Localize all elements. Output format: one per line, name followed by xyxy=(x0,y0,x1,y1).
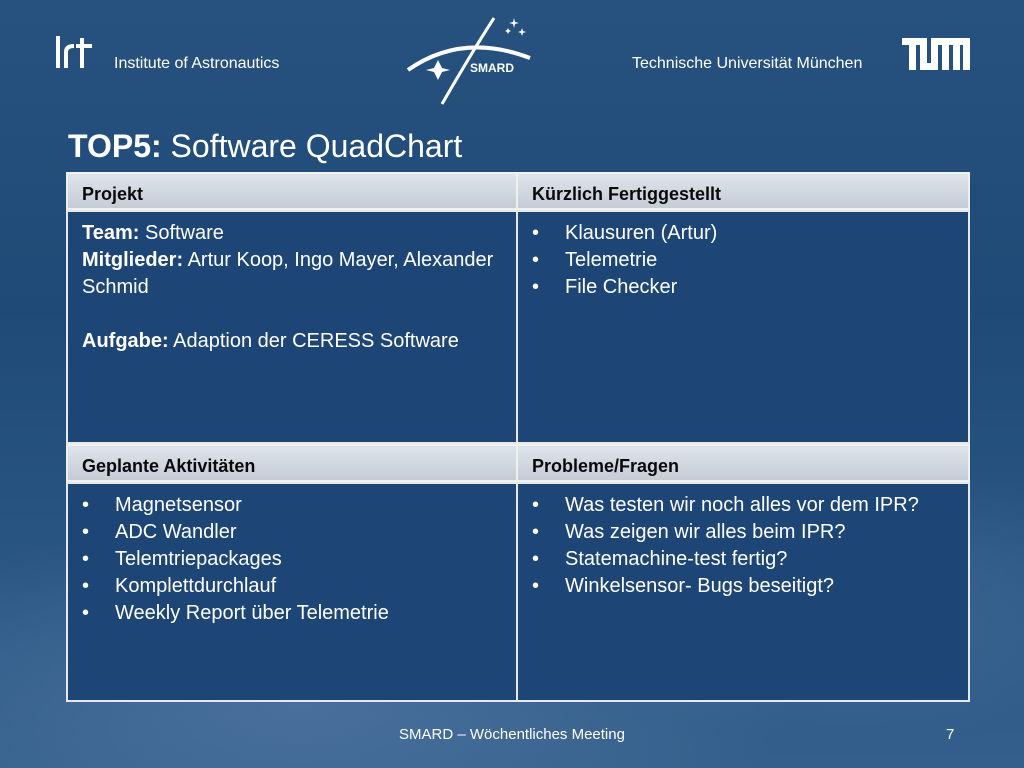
task-line xyxy=(82,328,504,355)
issues-cell xyxy=(516,482,970,702)
tum-logo xyxy=(902,38,970,70)
list-item: • ADC Wandler xyxy=(82,519,504,546)
list-item: • Was testen wir noch alles vor dem IPR? xyxy=(532,492,956,519)
task-label: Aufgabe: xyxy=(82,330,169,352)
list-item: • Telemetrie xyxy=(532,247,956,274)
quad-chart xyxy=(66,172,970,702)
planned-list xyxy=(82,492,504,627)
slide-title xyxy=(68,128,462,165)
issues-list xyxy=(532,492,956,600)
completed-heading: Kürzlich Fertiggestellt xyxy=(516,172,970,210)
list-item: • Winkelsensor- Bugs beseitigt? xyxy=(532,573,956,600)
task-value: Adaption der CERESS Software xyxy=(168,330,459,352)
footer-meeting-title: SMARD – Wöchentliches Meeting xyxy=(399,726,625,743)
page-number: 7 xyxy=(946,726,955,743)
team-label: Team: xyxy=(82,222,140,244)
smard-logo xyxy=(402,12,538,108)
institute-name: Institute of Astronautics xyxy=(114,55,280,72)
list-item: • Was zeigen wir alles beim IPR? xyxy=(532,519,956,546)
list-item: • File Checker xyxy=(532,274,956,301)
list-item: • Statemachine-test fertig? xyxy=(532,546,956,573)
team-value: Software xyxy=(139,222,224,244)
completed-cell xyxy=(516,210,970,444)
slide-header xyxy=(0,0,1024,110)
project-cell xyxy=(66,210,518,444)
lrt-logo xyxy=(54,34,94,70)
university-name: Technische Universität München xyxy=(632,55,863,72)
list-item: • Weekly Report über Telemetrie xyxy=(82,600,504,627)
completed-list xyxy=(532,220,956,301)
list-item: • Telemtriepackages xyxy=(82,546,504,573)
members-label: Mitglieder: xyxy=(82,249,184,271)
list-item: • Klausuren (Artur) xyxy=(532,220,956,247)
planned-cell xyxy=(66,482,518,702)
list-item: • Komplettdurchlauf xyxy=(82,573,504,600)
issues-heading: Probleme/Fragen xyxy=(516,444,970,482)
members-line xyxy=(82,247,504,301)
members-value: Artur Koop, Ingo Mayer, Alexander Schmid xyxy=(82,249,494,298)
slide-title-text: Software QuadChart xyxy=(161,128,463,164)
project-heading: Projekt xyxy=(66,172,518,210)
smard-logo-text: SMARD xyxy=(470,61,514,75)
team-line xyxy=(82,220,504,247)
slide-title-topic: TOP5: xyxy=(68,128,162,164)
planned-heading: Geplante Aktivitäten xyxy=(66,444,518,482)
list-item: • Magnetsensor xyxy=(82,492,504,519)
